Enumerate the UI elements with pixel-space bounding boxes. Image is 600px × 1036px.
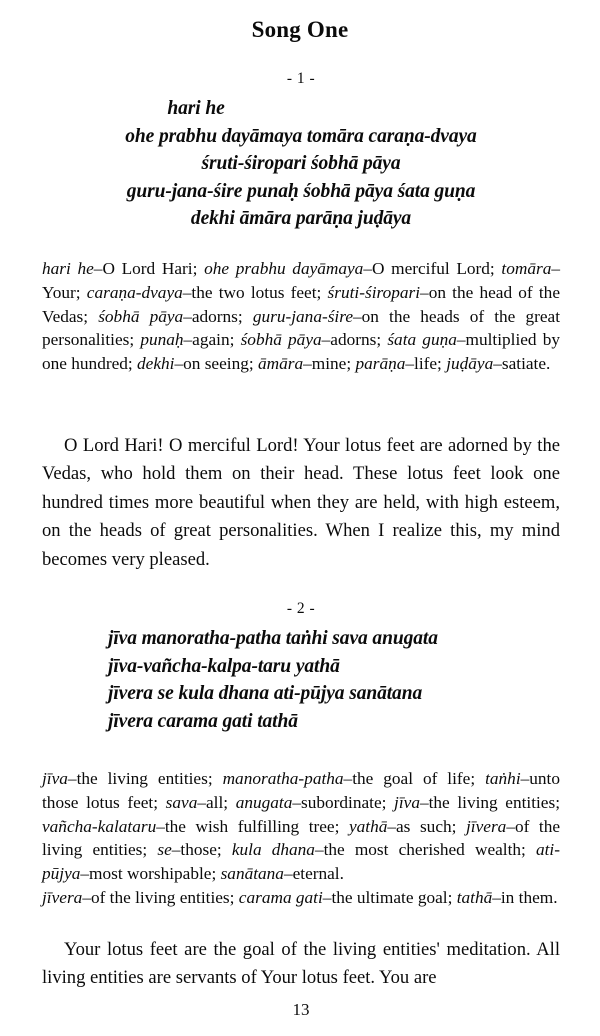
verse-line: guru-jana-śire punaḥ śobhā pāya śata guṇa bbox=[126, 180, 476, 202]
verse-line: jīvera se kula dhana ati-pūjya sanātana bbox=[108, 683, 423, 704]
verse-number-1: - 1 - bbox=[286, 70, 316, 87]
verse-number-2: - 2 - bbox=[286, 600, 316, 617]
verse-line: jīvera carama gati tathā bbox=[108, 710, 298, 732]
synonyms-text-continued: jīvera–of the living entities; carama gati–the ultimate goal; tathā–in them. bbox=[42, 887, 558, 907]
translation-text: O Lord Hari! O merciful Lord! Your lotus feet are adorned by the Vedas, who hold them on their head. These lotus feet look one hundred times more beautiful when they are held, with high esteem, on the heads of great personalities. When I realize this, my mind becomes very pleased. bbox=[42, 435, 560, 570]
verse-section-2 bbox=[42, 600, 560, 618]
verse-lines-2 bbox=[42, 625, 600, 735]
translation-text: Your lotus feet are the goal of the living entities' meditation. All living entities are servants of Your lotus feet. You are bbox=[42, 939, 560, 989]
synonyms-text: jīva–the living entities; manoratha-patha–the goal of life; taṅhi–unto those lotus feet; sava–all; anugata–subordinate; jīva–the living entities; vañcha-kalataru–the wish fulfilling tree; yathā–as such; jīvera–of the living entities; se–those; kula dhana–the most cherished wealth; ati-pūjya–most worshipable; sanātana–eternal. bbox=[42, 769, 561, 884]
verse-line: jīva-vañcha-kalpa-taru yathā bbox=[108, 655, 340, 677]
page-number: 13 bbox=[292, 1000, 310, 1019]
synonyms-text: hari he–O Lord Hari; ohe prabhu dayāmaya–O merciful Lord; tomāra–Your; caraṇa-dvaya–the two lotus feet; śruti-śiropari–on the head of the Vedas; śobhā pāya–adorns; guru-jana-śire–on the heads of the great personalities; punaḥ–again; śobhā pāya–adorns; śata guṇa–multiplied by one hundred; dekhi–on seeing; āmāra–mine; parāṇa–life; juḍāya–satiate. bbox=[42, 259, 561, 374]
synonyms-block-1 bbox=[42, 257, 560, 376]
page-title: Song One bbox=[251, 17, 349, 42]
translation-block-1 bbox=[42, 432, 560, 574]
folio-number bbox=[42, 1000, 560, 1020]
translation-block-2 bbox=[42, 936, 560, 993]
verse-line: dekhi āmāra parāṇa juḍāya bbox=[190, 208, 412, 229]
verse-line: jīva manoratha-patha taṅhi sava anugata bbox=[108, 628, 438, 649]
synonyms-block-2 bbox=[42, 767, 560, 910]
verse-line: hari he bbox=[167, 98, 225, 119]
verse-line: ohe prabhu dayāmaya tomāra caraṇa-dvaya bbox=[125, 125, 477, 147]
verse-lines-1 bbox=[42, 95, 560, 233]
verse-section-1 bbox=[42, 70, 560, 88]
verse-line: śruti-śiropari śobhā pāya bbox=[201, 153, 401, 174]
